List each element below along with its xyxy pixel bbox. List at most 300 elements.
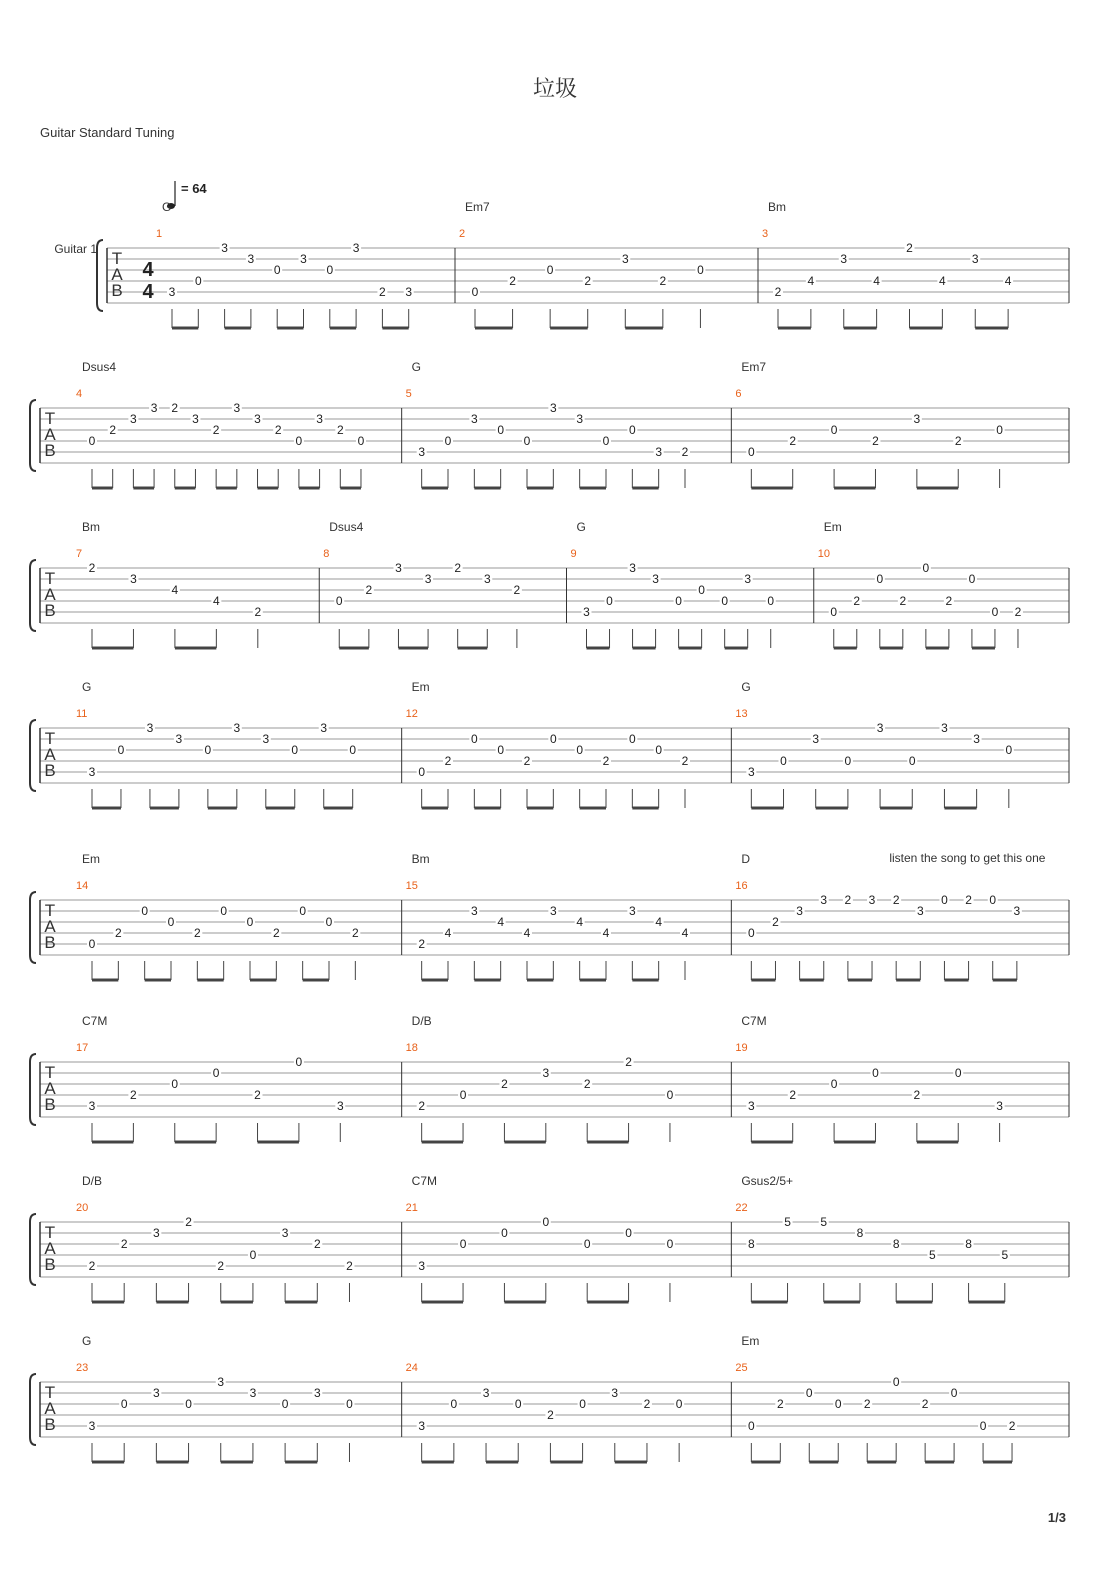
fret-number: 0 [546, 263, 554, 277]
fret-number: 5 [929, 1248, 936, 1262]
fret-number: 2 [789, 1088, 797, 1102]
fret-number: 2 [444, 754, 452, 768]
tab-clef-letter: T [44, 901, 56, 920]
fret-number: 3 [812, 732, 820, 746]
fret-number: 0 [194, 274, 202, 288]
page-number: 1/3 [1047, 1510, 1066, 1525]
fret-number: 2 [351, 926, 359, 940]
fret-number: 2 [899, 594, 907, 608]
fret-number: 2 [212, 423, 220, 437]
fret-number: 2 [418, 937, 426, 951]
fret-number: 0 [979, 1419, 987, 1433]
fret-number: 0 [1005, 743, 1013, 757]
fret-number: 2 [772, 915, 779, 929]
fret-number: 0 [606, 594, 613, 608]
fret-number: 4 [523, 926, 531, 940]
fret-number: 0 [295, 434, 303, 448]
fret-number: 0 [497, 743, 505, 757]
fret-number: 0 [721, 594, 729, 608]
tempo-marking: = 64 [181, 181, 207, 196]
tab-clef-letter: A [44, 1239, 56, 1258]
fret-number: 0 [576, 743, 584, 757]
fret-number: 8 [892, 1237, 900, 1251]
fret-number: 3 [336, 1099, 344, 1113]
fret-number: 3 [320, 721, 328, 735]
fret-number: 0 [444, 434, 452, 448]
fret-number: 3 [424, 572, 432, 586]
tab-clef-letter: T [111, 249, 123, 268]
fret-number: 3 [300, 252, 307, 266]
tuning-label: Guitar Standard Tuning [40, 125, 175, 140]
fret-number: 3 [88, 1099, 96, 1113]
fret-number: 0 [991, 605, 999, 619]
fret-number: 2 [774, 285, 782, 299]
fret-number: 3 [262, 732, 270, 746]
chord-name: D [741, 852, 751, 866]
fret-number: 3 [281, 1226, 289, 1240]
fret-number: 4 [213, 594, 220, 608]
tab-clef-letter: A [44, 917, 56, 936]
fret-number: 0 [844, 754, 852, 768]
tab-clef-letter: B [44, 761, 56, 780]
system-brace [30, 560, 36, 631]
fret-number: 0 [335, 594, 343, 608]
measure-number: 13 [735, 708, 748, 720]
fret-number: 3 [876, 721, 884, 735]
fret-number: 8 [856, 1226, 864, 1240]
fret-number: 3 [747, 765, 755, 779]
fret-number: 2 [365, 583, 373, 597]
fret-number: 3 [153, 1386, 160, 1400]
fret-number: 0 [805, 1386, 813, 1400]
chord-name: Em [411, 680, 430, 694]
fret-number: 0 [625, 1226, 632, 1240]
measure-number: 14 [76, 880, 89, 892]
fret-number: 2 [109, 423, 117, 437]
fret-number: 0 [299, 904, 307, 918]
fret-number: 0 [579, 1397, 586, 1411]
fret-number: 3 [130, 572, 137, 586]
fret-number: 0 [523, 434, 531, 448]
fret-number: 3 [652, 572, 659, 586]
fret-number: 3 [254, 412, 261, 426]
fret-number: 0 [892, 1375, 900, 1389]
fret-number: 3 [941, 721, 948, 735]
fret-number: 4 [576, 915, 584, 929]
fret-number: 3 [249, 1386, 257, 1400]
fret-number: 2 [114, 926, 122, 940]
fret-number: 2 [583, 1077, 591, 1091]
measure-number: 10 [817, 548, 830, 560]
fret-number: 4 [807, 274, 815, 288]
fret-number: 2 [171, 401, 179, 415]
fret-number: 3 [352, 241, 360, 255]
fret-number: 2 [418, 1099, 426, 1113]
fret-number: 0 [459, 1088, 467, 1102]
fret-number: 4 [171, 583, 179, 597]
fret-number: 3 [233, 721, 241, 735]
fret-number: 3 [221, 241, 228, 255]
fret-number: 2 [643, 1397, 651, 1411]
fret-number: 0 [357, 434, 365, 448]
fret-number: 3 [996, 1099, 1003, 1113]
fret-number: 2 [88, 1259, 96, 1273]
fret-number: 0 [349, 743, 357, 757]
fret-number: 2 [906, 241, 913, 255]
fret-number: 3 [796, 904, 803, 918]
fret-number: 3 [470, 904, 478, 918]
fret-number: 4 [681, 926, 689, 940]
fret-number: 0 [120, 1397, 128, 1411]
fret-number: 3 [483, 572, 491, 586]
fret-number: 3 [629, 561, 636, 575]
fret-number: 3 [88, 765, 96, 779]
tab-clef-letter: T [44, 409, 56, 428]
fret-number: 5 [1001, 1248, 1009, 1262]
fret-number: 3 [542, 1066, 550, 1080]
fret-number: 0 [996, 423, 1003, 437]
fret-number: 0 [780, 754, 787, 768]
measure-number: 20 [76, 1202, 89, 1214]
fret-number: 4 [873, 274, 880, 288]
fret-number: 0 [325, 915, 333, 929]
fret-number: 0 [655, 743, 663, 757]
fret-number: 2 [844, 893, 852, 907]
fret-number: 3 [820, 893, 828, 907]
fret-number: 2 [965, 893, 972, 907]
fret-number: 0 [666, 1088, 674, 1102]
fret-number: 0 [872, 1066, 879, 1080]
fret-number: 2 [336, 423, 344, 437]
chord-name: C7M [411, 1174, 438, 1188]
fret-number: 2 [120, 1237, 128, 1251]
fret-number: 0 [968, 572, 976, 586]
fret-number: 2 [625, 1055, 632, 1069]
system-brace [30, 1374, 36, 1445]
chord-name: Gsus2/5+ [741, 1174, 794, 1188]
fret-number: 4 [1004, 274, 1012, 288]
fret-number: 3 [418, 1419, 426, 1433]
fret-number: 2 [954, 434, 962, 448]
measure-number: 25 [735, 1362, 748, 1374]
fret-number: 0 [747, 1419, 755, 1433]
fret-number: 0 [876, 572, 884, 586]
measure-number: 18 [405, 1042, 418, 1054]
track-name: Guitar 1 [54, 242, 97, 256]
fret-number: 3 [175, 732, 183, 746]
tab-clef-letter: T [44, 1223, 56, 1242]
fret-number: 3 [313, 1386, 321, 1400]
chord-name: G [741, 680, 751, 694]
chord-name: G [576, 520, 586, 534]
system-brace [97, 240, 103, 311]
system-brace [30, 720, 36, 791]
fret-number: 0 [941, 893, 948, 907]
chord-name: G [82, 680, 92, 694]
measure-number: 1 [156, 228, 163, 240]
fret-number: 0 [471, 285, 479, 299]
chord-name: Dsus4 [82, 360, 117, 374]
fret-number: 2 [254, 605, 262, 619]
chord-name: D/B [82, 1174, 103, 1188]
fret-number: 3 [146, 721, 154, 735]
fret-number: 2 [509, 274, 516, 288]
tab-clef-letter: B [44, 1255, 56, 1274]
fret-number: 0 [747, 445, 755, 459]
fret-number: 2 [274, 423, 282, 437]
fret-number: 2 [454, 561, 462, 575]
fret-number: 0 [628, 423, 636, 437]
fret-number: 2 [863, 1397, 871, 1411]
chord-name: G [411, 360, 422, 374]
fret-number: 3 [168, 285, 176, 299]
fret-number: 0 [171, 1077, 179, 1091]
fret-number: 0 [954, 1066, 962, 1080]
measure-number: 4 [76, 388, 83, 400]
fret-number: 0 [922, 561, 930, 575]
fret-number: 3 [868, 893, 876, 907]
fret-number: 2 [789, 434, 797, 448]
fret-number: 0 [212, 1066, 220, 1080]
fret-number: 3 [153, 1226, 160, 1240]
fret-number: 3 [655, 445, 663, 459]
system-brace [30, 1214, 36, 1285]
fret-number: 2 [254, 1088, 261, 1102]
fret-number: 2 [872, 434, 879, 448]
fret-number: 2 [313, 1237, 321, 1251]
measure-number: 2 [459, 228, 466, 240]
measure-number: 5 [405, 388, 412, 400]
tab-clef-letter: A [44, 745, 56, 764]
fret-number: 2 [346, 1259, 353, 1273]
fret-number: 0 [204, 743, 212, 757]
fret-number: 2 [130, 1088, 137, 1102]
fret-number: 2 [547, 1408, 554, 1422]
measure-number: 12 [405, 708, 418, 720]
fret-number: 4 [497, 915, 505, 929]
fret-number: 3 [470, 412, 478, 426]
fret-number: 2 [379, 285, 386, 299]
fret-number: 0 [514, 1397, 522, 1411]
fret-number: 3 [913, 412, 921, 426]
annotation-text: listen the song to get this one [889, 851, 1046, 865]
chord-name: Dsus4 [329, 520, 364, 534]
fret-number: 2 [913, 1088, 921, 1102]
tab-clef-letter: B [44, 1415, 56, 1434]
fret-number: 8 [747, 1237, 755, 1251]
fret-number: 0 [497, 423, 505, 437]
fret-number: 0 [117, 743, 125, 757]
fret-number: 0 [295, 1055, 303, 1069]
measure-number: 23 [76, 1362, 89, 1374]
tab-clef-letter: A [44, 1399, 56, 1418]
fret-number: 0 [950, 1386, 958, 1400]
chord-name: C7M [741, 1014, 767, 1028]
fret-number: 3 [971, 252, 979, 266]
fret-number: 3 [217, 1375, 225, 1389]
fret-number: 2 [185, 1215, 192, 1229]
fret-number: 2 [945, 594, 953, 608]
fret-number: 3 [747, 1099, 755, 1113]
system-brace [30, 1054, 36, 1125]
tab-clef-letter: B [44, 601, 56, 620]
fret-number: 2 [88, 561, 96, 575]
fret-number: 0 [220, 904, 228, 918]
fret-number: 0 [470, 732, 478, 746]
fret-number: 0 [88, 434, 96, 448]
fret-number: 0 [501, 1226, 508, 1240]
time-signature-top: 4 [142, 259, 154, 281]
measure-number: 3 [762, 228, 769, 240]
tab-clef-letter: B [111, 281, 123, 300]
fret-number: 0 [834, 1397, 842, 1411]
fret-number: 3 [247, 252, 255, 266]
measure-number: 17 [76, 1042, 89, 1054]
fret-number: 3 [130, 412, 137, 426]
fret-number: 3 [192, 412, 199, 426]
fret-number: 3 [1013, 904, 1021, 918]
fret-number: 3 [916, 904, 924, 918]
fret-number: 0 [88, 937, 96, 951]
fret-number: 0 [583, 1237, 591, 1251]
tab-clef-letter: A [44, 425, 56, 444]
fret-number: 2 [921, 1397, 929, 1411]
fret-number: 0 [628, 732, 636, 746]
chord-name: D/B [411, 1014, 432, 1028]
measure-number: 15 [405, 880, 418, 892]
fret-number: 2 [602, 754, 610, 768]
tab-clef-letter: A [111, 265, 123, 284]
fret-number: 0 [273, 263, 281, 277]
time-signature-bottom: 4 [142, 281, 154, 303]
measure-number: 16 [735, 880, 748, 892]
fret-number: 0 [346, 1397, 353, 1411]
fret-number: 3 [316, 412, 323, 426]
fret-number: 0 [167, 915, 175, 929]
fret-number: 0 [249, 1248, 257, 1262]
chord-name: Em [82, 852, 100, 866]
fret-number: 2 [513, 583, 521, 597]
score-title: 垃圾 [532, 77, 577, 102]
fret-number: 0 [450, 1397, 458, 1411]
fret-number: 0 [418, 765, 426, 779]
fret-number: 3 [549, 401, 557, 415]
fret-number: 4 [655, 915, 663, 929]
fret-number: 0 [246, 915, 254, 929]
fret-number: 0 [767, 594, 775, 608]
fret-number: 2 [892, 893, 900, 907]
fret-number: 3 [482, 1386, 490, 1400]
fret-number: 2 [272, 926, 280, 940]
fret-number: 0 [185, 1397, 192, 1411]
fret-number: 3 [233, 401, 241, 415]
fret-number: 3 [621, 252, 629, 266]
fret-number: 3 [549, 904, 557, 918]
fret-number: 2 [1014, 605, 1022, 619]
fret-number: 4 [602, 926, 610, 940]
fret-number: 2 [193, 926, 201, 940]
fret-number: 3 [973, 732, 980, 746]
system-brace [30, 892, 36, 963]
chord-name: Em [823, 520, 842, 534]
fret-number: 3 [576, 412, 584, 426]
fret-number: 3 [405, 285, 413, 299]
measure-number: 11 [76, 708, 88, 720]
fret-number: 0 [542, 1215, 550, 1229]
tab-clef-letter: T [44, 729, 56, 748]
fret-number: 2 [853, 594, 861, 608]
fret-number: 0 [830, 423, 838, 437]
tab-clef-letter: T [44, 1063, 56, 1082]
tab-clef-letter: B [44, 1095, 56, 1114]
fret-number: 8 [965, 1237, 972, 1251]
fret-number: 5 [784, 1215, 791, 1229]
chord-name: C7M [82, 1014, 108, 1028]
measure-number: 19 [735, 1042, 748, 1054]
fret-number: 2 [584, 274, 592, 288]
system-brace [30, 400, 36, 471]
tab-clef-letter: B [44, 933, 56, 952]
chord-name: Em [741, 1334, 760, 1348]
fret-number: 4 [939, 274, 946, 288]
measure-number: 9 [570, 548, 577, 560]
fret-number: 2 [776, 1397, 784, 1411]
fret-number: 0 [989, 893, 997, 907]
chord-name: Em7 [741, 360, 767, 374]
fret-number: 3 [628, 904, 636, 918]
fret-number: 3 [418, 445, 426, 459]
fret-number: 0 [326, 263, 334, 277]
tab-clef-letter: B [44, 441, 56, 460]
fret-number: 0 [698, 583, 705, 597]
fret-number: 0 [141, 904, 149, 918]
fret-number: 3 [150, 401, 158, 415]
fret-number: 0 [666, 1237, 674, 1251]
fret-number: 3 [583, 605, 590, 619]
chord-name: Bm [82, 520, 100, 534]
chord-name: Bm [411, 852, 430, 866]
chord-name: Em7 [465, 200, 490, 214]
fret-number: 0 [747, 926, 755, 940]
measure-number: 21 [405, 1202, 418, 1214]
fret-number: 2 [681, 445, 689, 459]
fret-number: 0 [830, 1077, 838, 1091]
fret-number: 3 [88, 1419, 96, 1433]
measure-number: 22 [735, 1202, 748, 1214]
fret-number: 0 [675, 1397, 683, 1411]
fret-number: 0 [549, 732, 557, 746]
fret-number: 2 [1008, 1419, 1016, 1433]
fret-number: 0 [281, 1397, 289, 1411]
fret-number: 0 [459, 1237, 467, 1251]
fret-number: 3 [395, 561, 402, 575]
chord-name: G [82, 1334, 92, 1348]
measure-number: 24 [405, 1362, 418, 1374]
fret-number: 0 [291, 743, 299, 757]
fret-number: 2 [217, 1259, 225, 1273]
fret-number: 2 [501, 1077, 508, 1091]
fret-number: 2 [523, 754, 531, 768]
fret-number: 0 [830, 605, 838, 619]
fret-number: 3 [840, 252, 848, 266]
fret-number: 3 [611, 1386, 619, 1400]
fret-number: 2 [681, 754, 689, 768]
fret-number: 0 [908, 754, 916, 768]
fret-number: 5 [820, 1215, 828, 1229]
measure-number: 8 [323, 548, 330, 560]
tab-clef-letter: T [44, 1383, 56, 1402]
fret-number: 3 [418, 1259, 426, 1273]
